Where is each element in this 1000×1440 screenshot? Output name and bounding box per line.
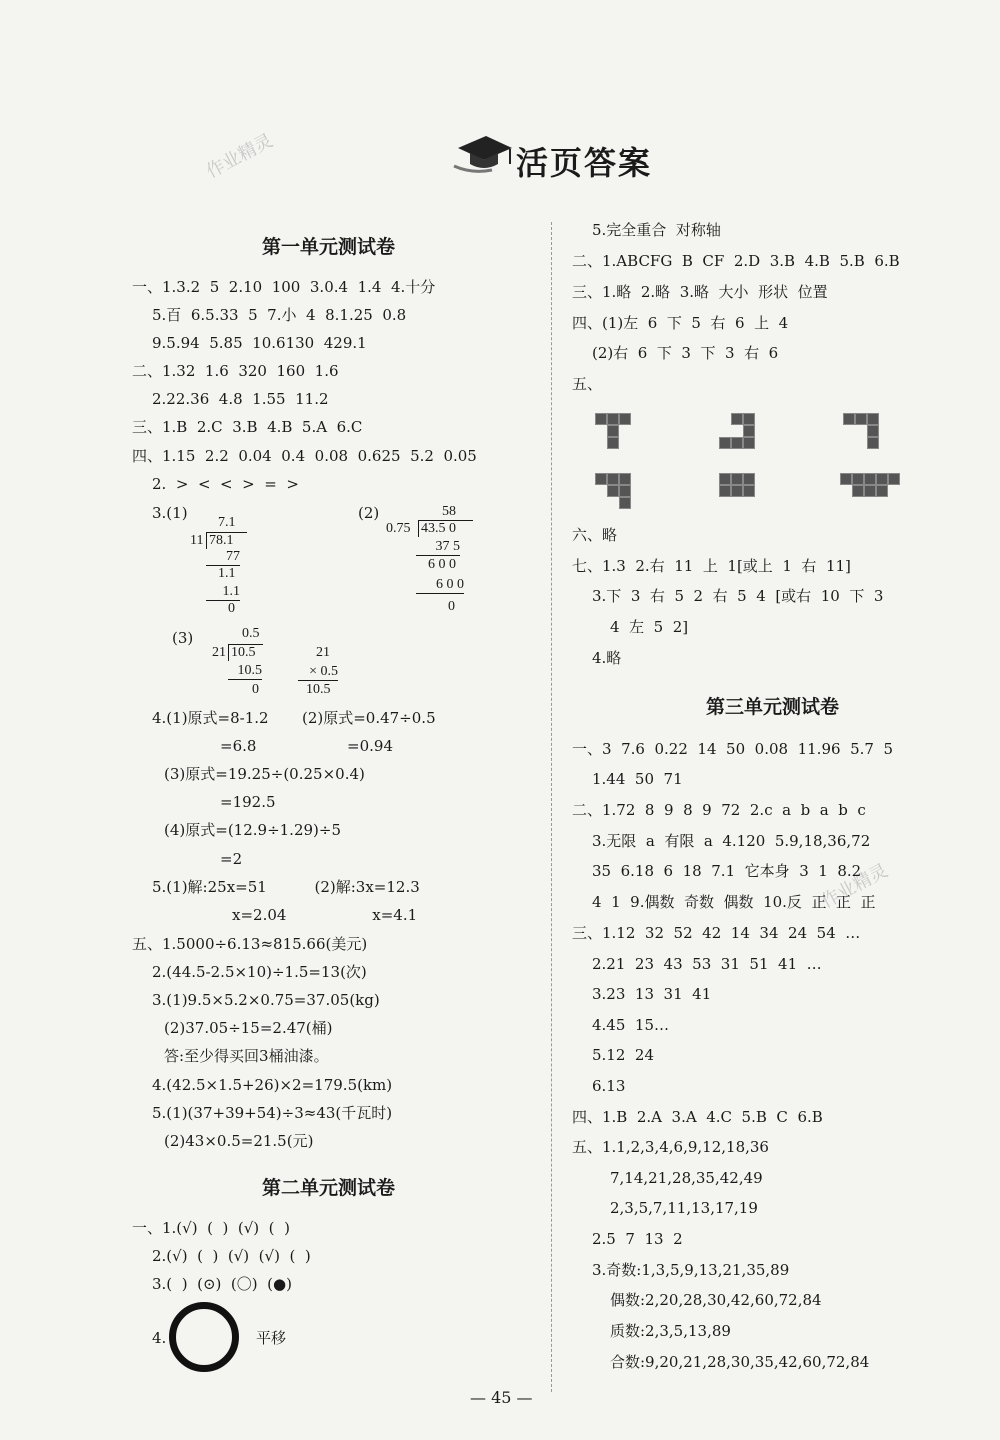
answer-line: 六、略	[572, 526, 618, 544]
division-dividend: 43.5 0	[418, 520, 473, 537]
graduation-cap-icon	[452, 130, 514, 178]
answer-line: 一、1.3.2 5 2.10 100 3.0.4 1.4 4.十分	[132, 278, 436, 296]
division-step: 0	[448, 599, 455, 614]
division-quotient: 7.1	[218, 515, 236, 530]
answer-line: 7,14,21,28,35,42,49	[610, 1169, 763, 1187]
division-step: 1.1	[218, 566, 236, 581]
column-divider	[551, 222, 552, 1392]
watermark: 作业精灵	[817, 860, 892, 913]
unit3-title: 第三单元测试卷	[706, 696, 840, 718]
division-dividend: 78.1	[206, 532, 247, 549]
multiplication-step: 10.5	[306, 682, 331, 697]
answer-line: 3.(1)9.5×5.2×0.75=37.05(kg)	[152, 991, 380, 1009]
answer-line: 2.(44.5-2.5×10)÷1.5=13(次)	[152, 963, 367, 981]
answer-line: 一、1.(√) ( ) (√) ( )	[132, 1219, 290, 1237]
answer-line: =2	[220, 850, 243, 868]
answer-line: 四、1.15 2.2 0.04 0.4 0.08 0.625 5.2 0.05	[132, 447, 477, 465]
multiplication-step: × 0.5	[298, 664, 338, 681]
answer-line: (2)	[358, 504, 380, 522]
division-divisor: 0.75	[386, 521, 411, 536]
answer-line: 6.13	[592, 1077, 626, 1095]
division-step: 6 0 0	[416, 577, 464, 594]
answer-line: 五、1.5000÷6.13≈815.66(美元)	[132, 935, 368, 953]
division-step: 77	[206, 549, 240, 566]
watermark: 作业精灵	[202, 130, 277, 183]
answer-line: 五、1.1,2,3,4,6,9,12,18,36	[572, 1138, 769, 1156]
division-divisor: 11	[190, 533, 204, 548]
answer-line: 二、1.32 1.6 320 160 1.6	[132, 362, 339, 380]
answer-line: 3.无限 a 有限 a 4.120 5.9,18,36,72	[592, 832, 871, 850]
answer-line: (2)37.05÷15=2.47(桶)	[164, 1019, 333, 1037]
answer-line: 二、1.72 8 9 8 9 72 2.c a b a b c	[572, 801, 866, 819]
answer-line: 4.45 15…	[592, 1016, 670, 1034]
answer-line: 二、1.ABCFG B CF 2.D 3.B 4.B 5.B 6.B	[572, 252, 900, 270]
answer-line: 2,3,5,7,11,13,17,19	[610, 1199, 758, 1217]
division-step: 0	[228, 601, 235, 616]
answer-line: 合数:9,20,21,28,30,35,42,60,72,84	[610, 1353, 870, 1371]
answer-line: 4.略	[592, 649, 622, 667]
answer-line: 四、(1)左 6 下 5 右 6 上 4	[572, 314, 789, 332]
answer-line: 4.(42.5×1.5+26)×2=179.5(km)	[152, 1076, 393, 1094]
answer-line: (3)原式=19.25÷(0.25×0.4)	[164, 765, 365, 783]
answer-line: 一、3 7.6 0.22 14 50 0.08 11.96 5.7 5	[572, 740, 893, 758]
answer-line: 2.(√) ( ) (√) (√) ( )	[152, 1247, 311, 1265]
answer-line: 三、1.B 2.C 3.B 4.B 5.A 6.C	[132, 418, 363, 436]
unit2-title: 第二单元测试卷	[262, 1177, 396, 1199]
answer-line: 5.(1)解:25x=51 (2)解:3x=12.3	[152, 878, 420, 896]
answer-line: 4 左 5 2]	[610, 618, 689, 636]
answer-line: 5.完全重合 对称轴	[592, 221, 721, 239]
answer-line: 9.5.94 5.85 10.6130 429.1	[152, 334, 367, 352]
answer-line: 2.5 7 13 2	[592, 1230, 683, 1248]
answer-line: 3.下 3 右 5 2 右 5 4 [或右 10 下 3	[592, 587, 884, 605]
ring-figure	[169, 1302, 239, 1372]
answer-line: (4)原式=(12.9÷1.29)÷5	[164, 821, 341, 839]
division-step: 37 5	[416, 539, 460, 556]
answer-line: 偶数:2,20,28,30,42,60,72,84	[610, 1291, 822, 1309]
answer-line: 5.百 6.5.33 5 7.小 4 8.1.25 0.8	[152, 306, 407, 324]
answer-line: =192.5	[220, 793, 276, 811]
answer-line: 三、1.略 2.略 3.略 大小 形状 位置	[572, 283, 828, 301]
answer-line: 五、	[572, 375, 603, 393]
answer-line: 3.(1)	[152, 504, 188, 522]
answer-line: 4 1 9.偶数 奇数 偶数 10.反 正 正 正	[592, 893, 876, 911]
division-step: 10.5	[228, 663, 262, 680]
answer-line: 答:至少得买回3桶油漆。	[164, 1047, 329, 1065]
page-number: — 45 —	[470, 1388, 533, 1407]
division-step: 6 0 0	[428, 557, 456, 572]
answer-line: 3.奇数:1,3,5,9,13,21,35,89	[592, 1261, 790, 1279]
answer-line: 2.21 23 43 53 31 51 41 …	[592, 955, 822, 973]
division-divisor: 21	[212, 645, 226, 660]
answer-line: 质数:2,3,5,13,89	[610, 1322, 731, 1340]
answer-line: =6.8 =0.94	[220, 737, 393, 755]
division-step: 0	[252, 682, 259, 697]
answer-line: x=2.04 x=4.1	[232, 906, 418, 924]
division-dividend: 10.5	[228, 644, 263, 661]
division-step: 1.1	[206, 584, 240, 601]
answer-line: 四、1.B 2.A 3.A 4.C 5.B C 6.B	[572, 1108, 823, 1126]
answer-line: 5.12 24	[592, 1046, 655, 1064]
answer-line: 5.(1)(37+39+54)÷3≈43(千瓦时)	[152, 1104, 393, 1122]
answer-line: 三、1.12 32 52 42 14 34 24 54 …	[572, 924, 861, 942]
answer-line: 七、1.3 2.右 11 上 1[或上 1 右 11]	[572, 557, 851, 575]
multiplication-step: 21	[316, 645, 330, 660]
answer-line: (3)	[172, 629, 194, 647]
answer-line: 3.( ) (⊙) (〇) (●)	[152, 1275, 292, 1293]
answer-line: 2. > < < > = >	[152, 475, 299, 493]
answer-line: 4.(1)原式=8-1.2 (2)原式=0.47÷0.5	[152, 709, 436, 727]
page-title: 活页答案	[516, 144, 653, 182]
answer-line: 1.44 50 71	[592, 770, 683, 788]
answer-line: 4.	[152, 1329, 167, 1347]
answer-line: 35 6.18 6 18 7.1 它本身 3 1 8.2	[592, 862, 862, 880]
answer-line: 平移	[256, 1329, 287, 1347]
answer-line: 2.22.36 4.8 1.55 11.2	[152, 390, 329, 408]
answer-line: (2)右 6 下 3 下 3 右 6	[592, 344, 779, 362]
division-quotient: 58	[442, 504, 456, 519]
answer-line: (2)43×0.5=21.5(元)	[164, 1132, 314, 1150]
answer-line: 3.23 13 31 41	[592, 985, 712, 1003]
division-quotient: 0.5	[242, 626, 260, 641]
unit1-title: 第一单元测试卷	[262, 236, 396, 258]
